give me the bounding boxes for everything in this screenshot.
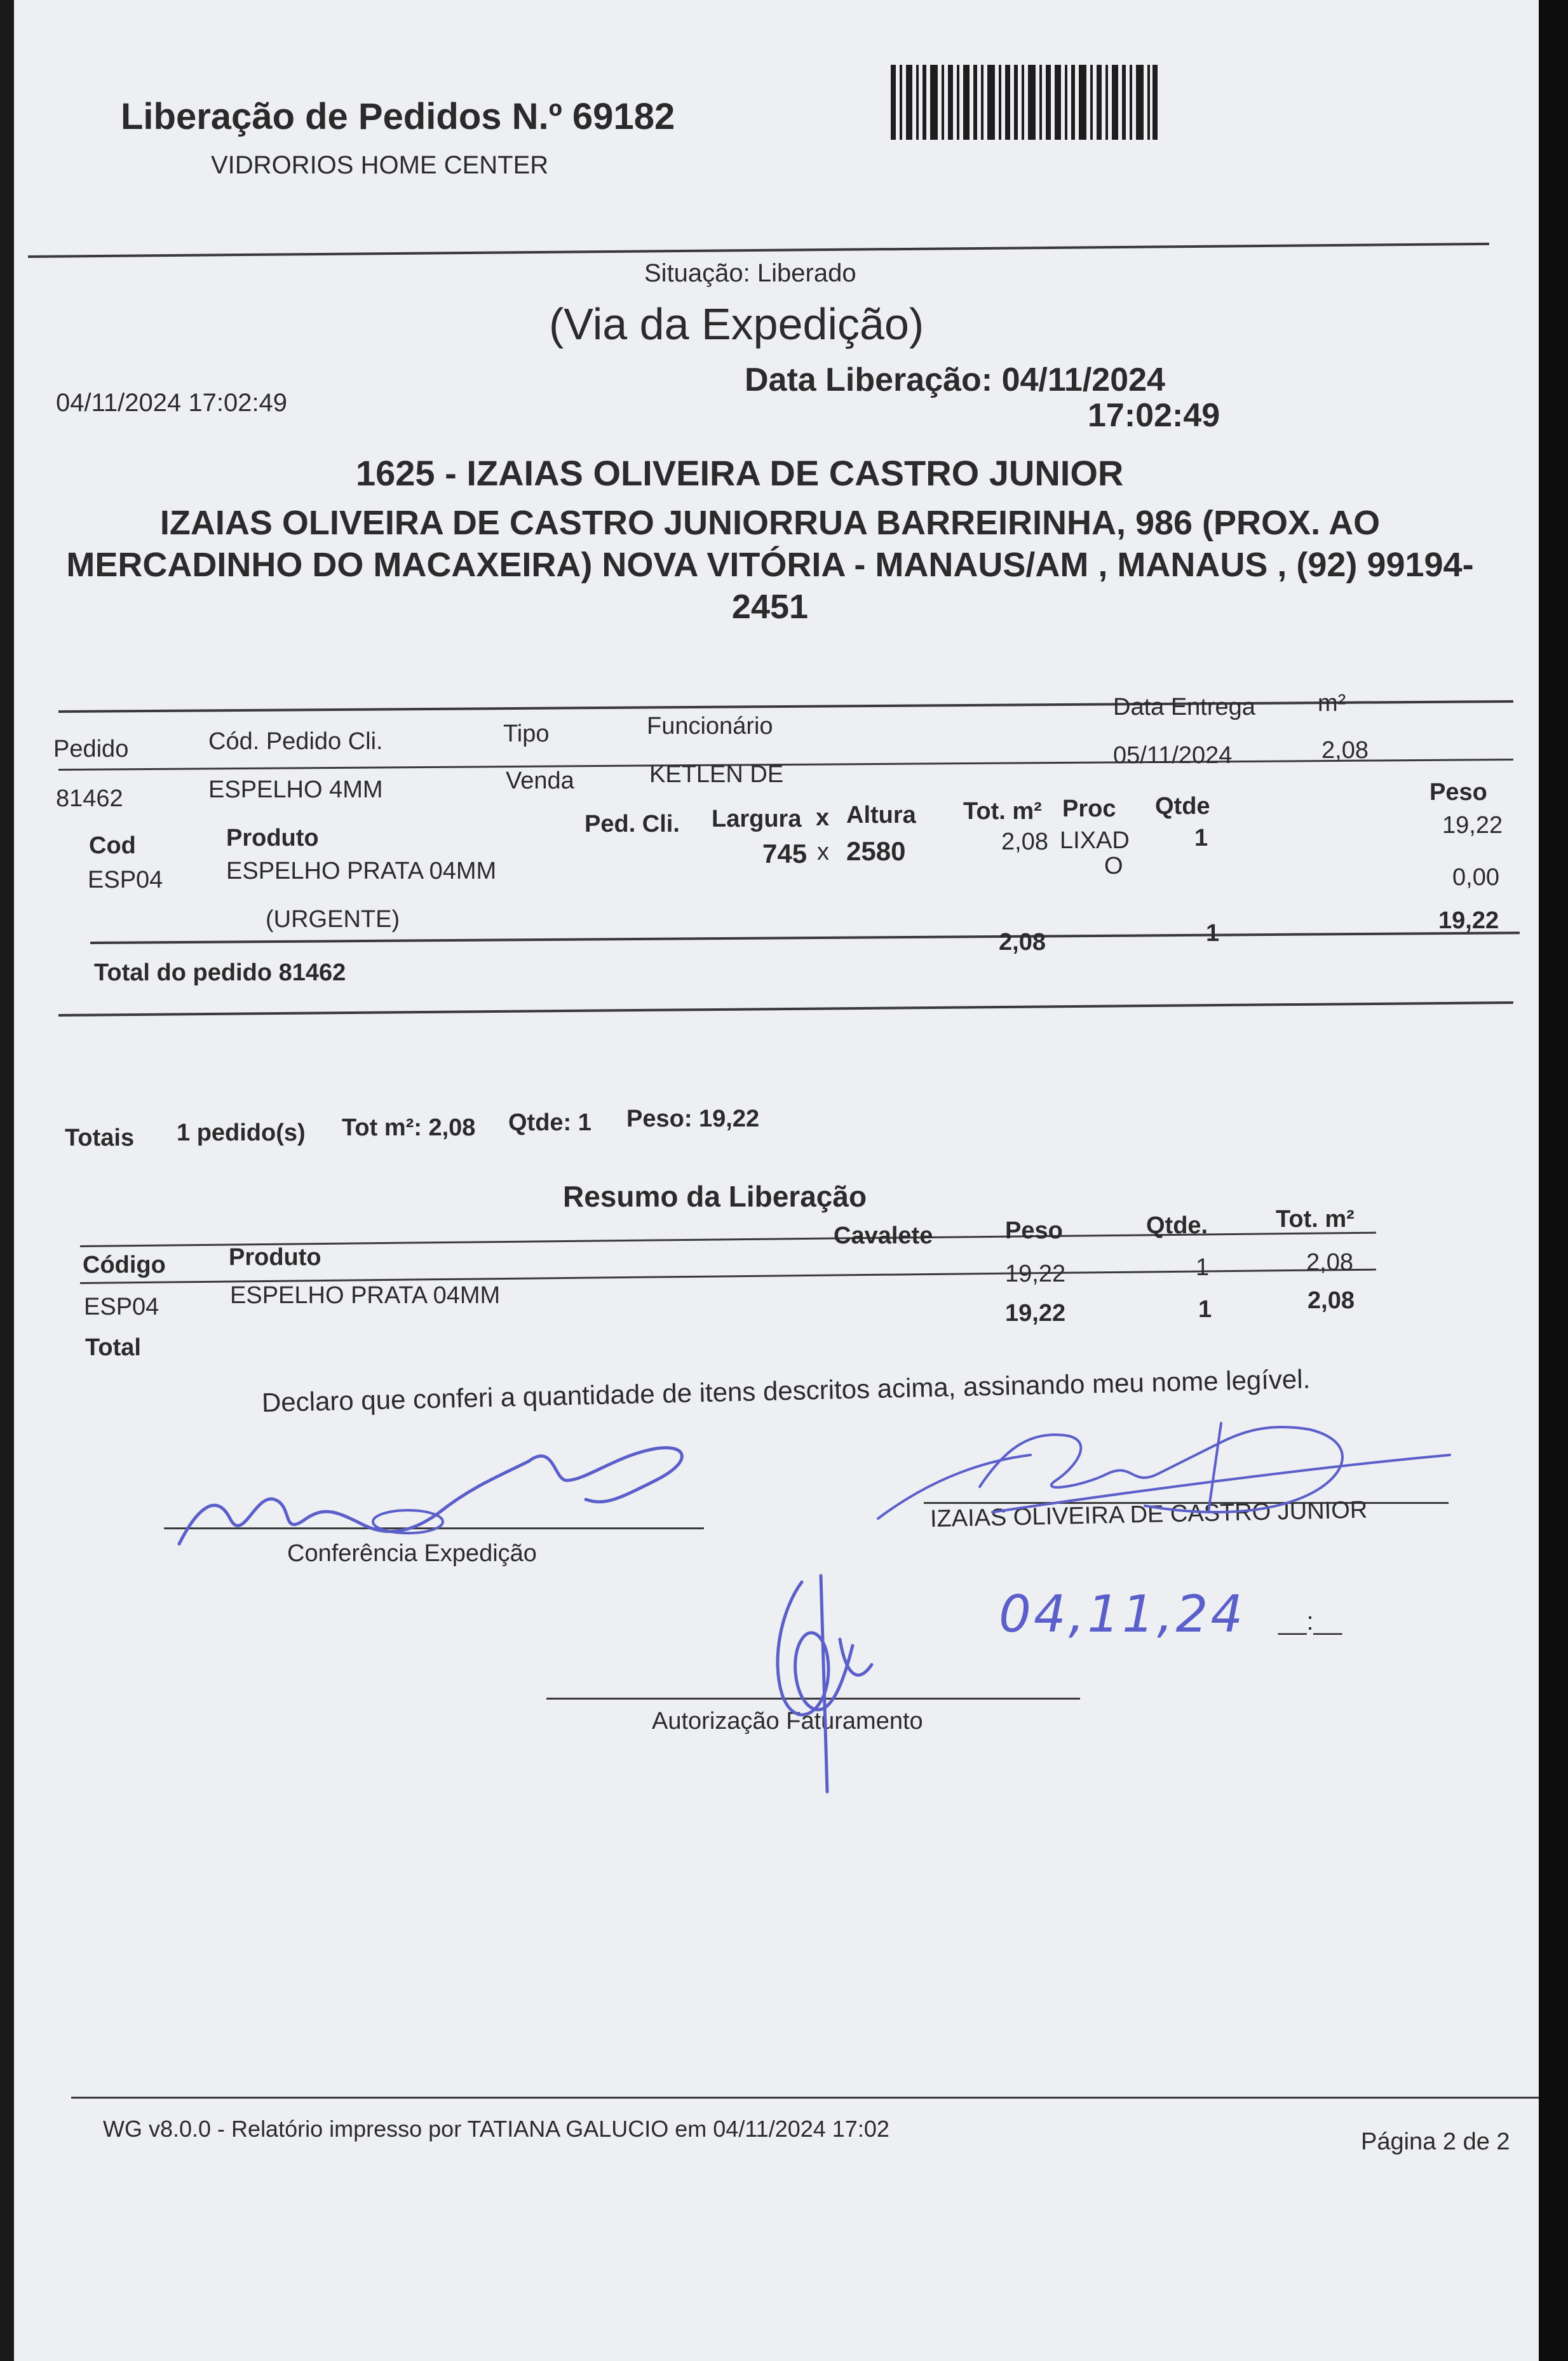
footer-page-number: Página 2 de 2 [1361,2128,1510,2155]
item-tot-m2-value: 2,08 [1001,829,1048,855]
resumo-produto-value: ESPELHO PRATA 04MM [230,1282,501,1309]
item-altura-value: 2580 [846,836,906,866]
totals-label: Totais [65,1125,135,1151]
resumo-title: Resumo da Liberação [563,1180,867,1213]
col-ped-cli: Ped. Cli. [585,811,680,837]
resumo-qtde-value: 1 [1196,1254,1210,1281]
resumo-tot-m2-value: 2,08 [1306,1249,1353,1276]
col-altura: Altura [846,802,916,829]
col-pedido: Pedido [53,736,129,762]
conferencia-signature-icon [173,1436,732,1550]
order-total-tot-m2: 2,08 [999,929,1046,956]
resumo-col-cavalete: Cavalete [834,1222,933,1249]
client-address: IZAIAS OLIVEIRA DE CASTRO JUNIORRUA BARREIRINHA, 986 (PROX. AO MERCADINHO DO MACAXEIRA) NOVA VITÓRIA - MANAUS/AM , MANAUS , (92) 99194-2451 [66,504,1474,626]
col-cod: Cod [89,832,136,859]
item-x-value: x [817,839,829,865]
totals-peso: Peso: 19,22 [626,1106,760,1132]
resumo-col-tot-m2: Tot. m² [1276,1206,1355,1233]
order-total-peso: 19,22 [1438,907,1499,934]
col-cod-pedido-cli: Cód. Pedido Cli. [208,728,383,755]
order-total-qtde: 1 [1206,920,1220,947]
data-liberacao-time: 17:02:49 [1088,397,1220,434]
header-divider [28,243,1489,258]
company-name: VIDRORIOS HOME CENTER [211,151,549,179]
item-proc-value: LIXAD [1060,827,1130,854]
resumo-col-produto: Produto [229,1244,321,1271]
resumo-total-tot-m2: 2,08 [1308,1287,1355,1314]
col-largura: Largura [712,806,802,832]
order-m2-value: 2,08 [1321,737,1369,764]
item-largura-value: 745 [762,839,808,869]
resumo-total-peso: 19,22 [1005,1300,1066,1327]
resumo-codigo-value: ESP04 [84,1294,159,1320]
situacao-label: Situação: Liberado [644,259,856,287]
autorizacao-label: Autorização Faturamento [652,1708,923,1735]
document-title: Liberação de Pedidos N.º 69182 [121,96,675,137]
item-total-line [90,931,1520,944]
totals-tot-m2: Tot m²: 2,08 [342,1114,476,1141]
col-m2: m² [1318,690,1346,717]
col-tipo: Tipo [503,720,550,747]
col-x: x [816,804,830,831]
barcode-icon [891,65,1158,140]
conferencia-label: Conferência Expedição [287,1540,537,1567]
client-signature-icon [865,1417,1463,1525]
order-table-bottom-line [58,1001,1513,1017]
item-proc-value-cont: O [1104,853,1123,879]
item-peso-value: 19,22 [1442,812,1503,839]
handwritten-date: 04,11,24 [999,1585,1246,1644]
item-produto-value: ESPELHO PRATA 04MM [226,858,497,884]
resumo-total-qtde: 1 [1198,1296,1212,1323]
col-funcionario: Funcionário [647,713,773,740]
order-total-label: Total do pedido 81462 [94,959,346,986]
col-tot-m2: Tot. m² [963,798,1042,825]
data-liberacao-label: Data Liberação: 04/11/2024 [745,362,1165,398]
col-qtde: Qtde [1155,793,1210,820]
client-name-label: IZAIAS OLIVEIRA DE CASTRO JUNIOR [929,1496,1368,1532]
resumo-col-peso: Peso [1005,1217,1063,1244]
col-peso: Peso [1429,779,1487,806]
scan-edge [1539,0,1568,2361]
order-table-top-line [58,700,1513,713]
order-tipo-value: Venda [506,768,574,794]
order-data-entrega-value: 05/11/2024 [1113,742,1233,769]
resumo-col-qtde: Qtde. [1146,1212,1208,1239]
totals-pedidos: 1 pedido(s) [177,1120,306,1146]
via-expedicao-heading: (Via da Expedição) [549,299,924,349]
document-page [14,0,1539,2361]
print-datetime: 04/11/2024 17:02:49 [56,389,288,417]
order-table-header-line [58,759,1513,771]
col-produto: Produto [226,825,319,851]
resumo-peso-value: 19,22 [1005,1261,1066,1287]
col-data-entrega: Data Entrega [1113,694,1255,720]
order-cod-pedido-cli-value: ESPELHO 4MM [208,776,383,803]
item-cod-value: ESP04 [88,867,163,893]
resumo-total-label: Total [85,1334,141,1361]
footer-printed-by: WG v8.0.0 - Relatório impresso por TATIANA GALUCIO em 04/11/2024 17:02 [103,2116,889,2142]
item-qtde-value: 1 [1194,825,1208,851]
totals-qtde: Qtde: 1 [508,1109,591,1136]
declaration-text: Declaro que conferi a quantidade de itens descritos acima, assinando meu nome legível. [261,1363,1311,1417]
order-funcionario-value: KETLEN DE [649,761,784,788]
client-code-name: 1625 - IZAIAS OLIVEIRA DE CASTRO JUNIOR [356,453,1124,493]
autorizacao-signature-icon [745,1569,884,1798]
item-note: (URGENTE) [266,906,400,933]
col-proc: Proc [1062,795,1116,822]
item-peso-extra-value: 0,00 [1452,864,1499,891]
resumo-col-codigo: Código [83,1252,166,1278]
order-pedido-value: 81462 [56,785,123,812]
handwritten-time: __:__ [1278,1607,1342,1635]
footer-divider [71,2097,1539,2099]
